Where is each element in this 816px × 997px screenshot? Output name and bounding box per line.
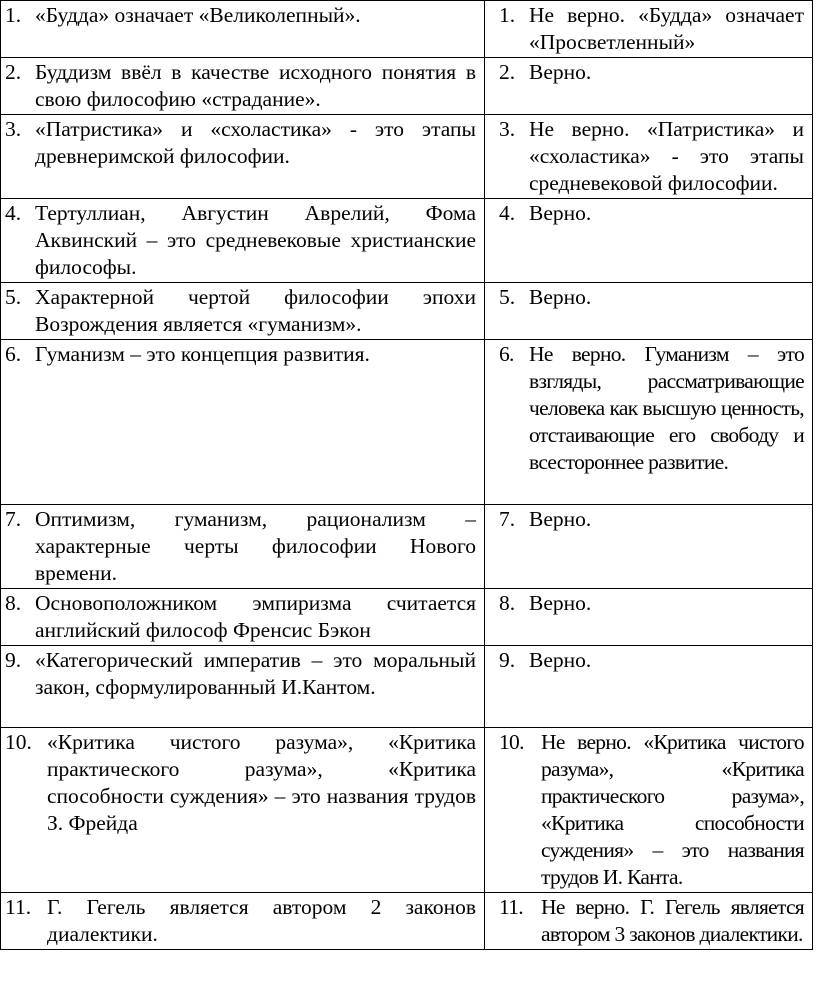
row-number: 1.	[5, 3, 22, 27]
table-row	[1, 728, 813, 893]
row-number: 9.	[5, 648, 22, 672]
table-row	[1, 1, 813, 58]
row-number: 7.	[5, 507, 22, 531]
answer-number: 2.	[499, 60, 516, 84]
answer-cell	[485, 589, 813, 646]
statement-cell	[1, 505, 485, 589]
answer-text: Не верно. Г. Гегель является автором 3 законов диалектики.	[541, 895, 804, 946]
statement-cell	[1, 646, 485, 728]
answer-cell	[485, 1, 813, 58]
table-row	[1, 115, 813, 199]
table-row	[1, 893, 813, 950]
row-number: 8.	[5, 591, 22, 615]
answer-number: 8.	[499, 591, 516, 615]
table-row	[1, 58, 813, 115]
answer-number: 10.	[499, 730, 524, 754]
statement-cell	[1, 199, 485, 283]
row-number: 4.	[5, 201, 22, 225]
answer-text: Верно.	[529, 591, 592, 615]
statement-cell	[1, 58, 485, 115]
table-row	[1, 646, 813, 728]
answer-text: Верно.	[529, 60, 592, 84]
row-number: 6.	[5, 342, 22, 366]
answer-text: Верно.	[529, 507, 592, 531]
table-row	[1, 283, 813, 340]
row-number: 11.	[5, 895, 32, 919]
answer-cell	[485, 115, 813, 199]
statement-text: Гуманизм – это концепция развития.	[35, 342, 370, 366]
answer-text: Верно.	[529, 285, 592, 309]
statement-text: Оптимизм, гуманизм, рационализм – характерные черты философии Нового времени.	[35, 507, 476, 585]
row-number: 5.	[5, 285, 22, 309]
answer-cell	[485, 283, 813, 340]
statement-text: Характерной чертой философии эпохи Возрождения является «гуманизм».	[35, 285, 476, 336]
answer-cell	[485, 199, 813, 283]
answer-text: Верно.	[529, 201, 592, 225]
answer-number: 9.	[499, 648, 516, 672]
statement-text: «Категорический императив – это моральный закон, сформулированный И.Кантом.	[35, 648, 476, 699]
statement-cell	[1, 1, 485, 58]
answer-cell	[485, 58, 813, 115]
statement-text: «Критика чистого разума», «Критика практического разума», «Критика способности суждения» – это названия трудов З. Фрейда	[47, 730, 476, 835]
statement-text: Тертуллиан, Августин Аврелий, Фома Аквинский – это средневековые христианские философы.	[35, 201, 476, 279]
answer-text: Не верно. «Патристика» и «схоластика» - это этапы средневековой философии.	[529, 117, 804, 195]
answer-number: 5.	[499, 285, 516, 309]
row-number: 3.	[5, 117, 22, 141]
answer-number: 11.	[499, 895, 523, 919]
answer-number: 1.	[499, 3, 516, 27]
statement-text: Г. Гегель является автором 2 законов диалектики.	[47, 895, 476, 946]
row-number: 2.	[5, 60, 22, 84]
statement-text: «Будда» означает «Великолепный».	[35, 3, 361, 27]
row-number: 10.	[5, 730, 32, 754]
statement-cell	[1, 893, 485, 950]
statement-text: Буддизм ввёл в качестве исходного понятия в свою философию «страдание».	[35, 60, 476, 111]
answer-cell	[485, 340, 813, 505]
answer-cell	[485, 646, 813, 728]
table-row	[1, 340, 813, 505]
answer-number: 6.	[499, 342, 514, 366]
answer-number: 3.	[499, 117, 516, 141]
statement-cell	[1, 589, 485, 646]
statement-text: Основоположником эмпиризма считается английский философ Френсис Бэкон	[35, 591, 476, 642]
answer-cell	[485, 728, 813, 893]
table-row	[1, 199, 813, 283]
answer-text: Не верно. «Критика чистого разума», «Критика практического разума», «Критика способности суждения» – это названия трудов И. Канта.	[541, 730, 804, 889]
answer-text: Не верно. «Будда» означает «Просветленный»	[529, 3, 804, 54]
statement-cell	[1, 728, 485, 893]
answer-cell	[485, 505, 813, 589]
statement-cell	[1, 340, 485, 505]
table-row	[1, 505, 813, 589]
answer-text: Верно.	[529, 648, 592, 672]
table-row	[1, 589, 813, 646]
answer-number: 4.	[499, 201, 516, 225]
answer-number: 7.	[499, 507, 516, 531]
statement-cell	[1, 283, 485, 340]
answer-cell	[485, 893, 813, 950]
answer-text: Не верно. Гуманизм – это взгляды, рассматривающие человека как высшую ценность, отстаивающие его свободу и всестороннее развитие.	[529, 342, 804, 474]
statement-text: «Патристика» и «схоластика» - это этапы древнеримской философии.	[35, 117, 476, 168]
statement-cell	[1, 115, 485, 199]
